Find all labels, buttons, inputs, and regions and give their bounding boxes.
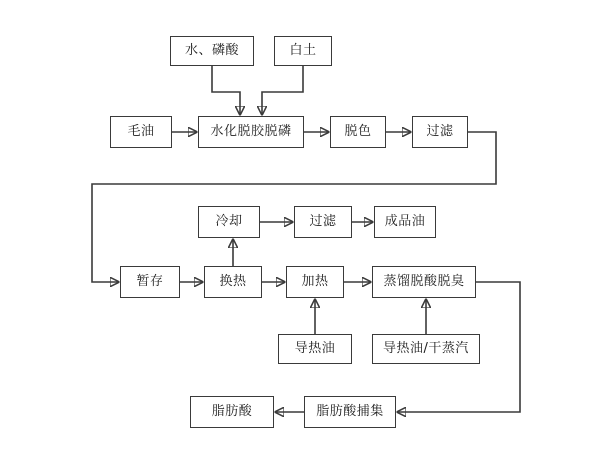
node-decolorization[interactable]: 脱色	[330, 116, 386, 148]
node-fatty-acid-capture[interactable]: 脂肪酸捕集	[304, 396, 396, 428]
node-cooling[interactable]: 冷却	[198, 206, 260, 238]
node-fatty-acid[interactable]: 脂肪酸	[190, 396, 274, 428]
node-water-phosphoric-acid[interactable]: 水、磷酸	[170, 36, 254, 66]
node-crude-oil[interactable]: 毛油	[110, 116, 172, 148]
node-thermal-oil-dry-steam[interactable]: 导热油/干蒸汽	[372, 334, 480, 364]
node-temporary-storage[interactable]: 暂存	[120, 266, 180, 298]
wire-water-to-degum	[212, 66, 240, 114]
node-clay[interactable]: 白土	[274, 36, 332, 66]
node-filtration-1[interactable]: 过滤	[412, 116, 468, 148]
wire-clay-to-degum	[262, 66, 303, 114]
node-heat-exchange[interactable]: 换热	[204, 266, 262, 298]
node-hydration-degumming-dephosphorization[interactable]: 水化脱胶脱磷	[198, 116, 304, 148]
node-heating[interactable]: 加热	[286, 266, 344, 298]
node-finished-oil[interactable]: 成品油	[374, 206, 436, 238]
node-thermal-oil[interactable]: 导热油	[278, 334, 352, 364]
node-filtration-2[interactable]: 过滤	[294, 206, 352, 238]
node-distillation-deacidification-deodorization[interactable]: 蒸馏脱酸脱臭	[372, 266, 476, 298]
